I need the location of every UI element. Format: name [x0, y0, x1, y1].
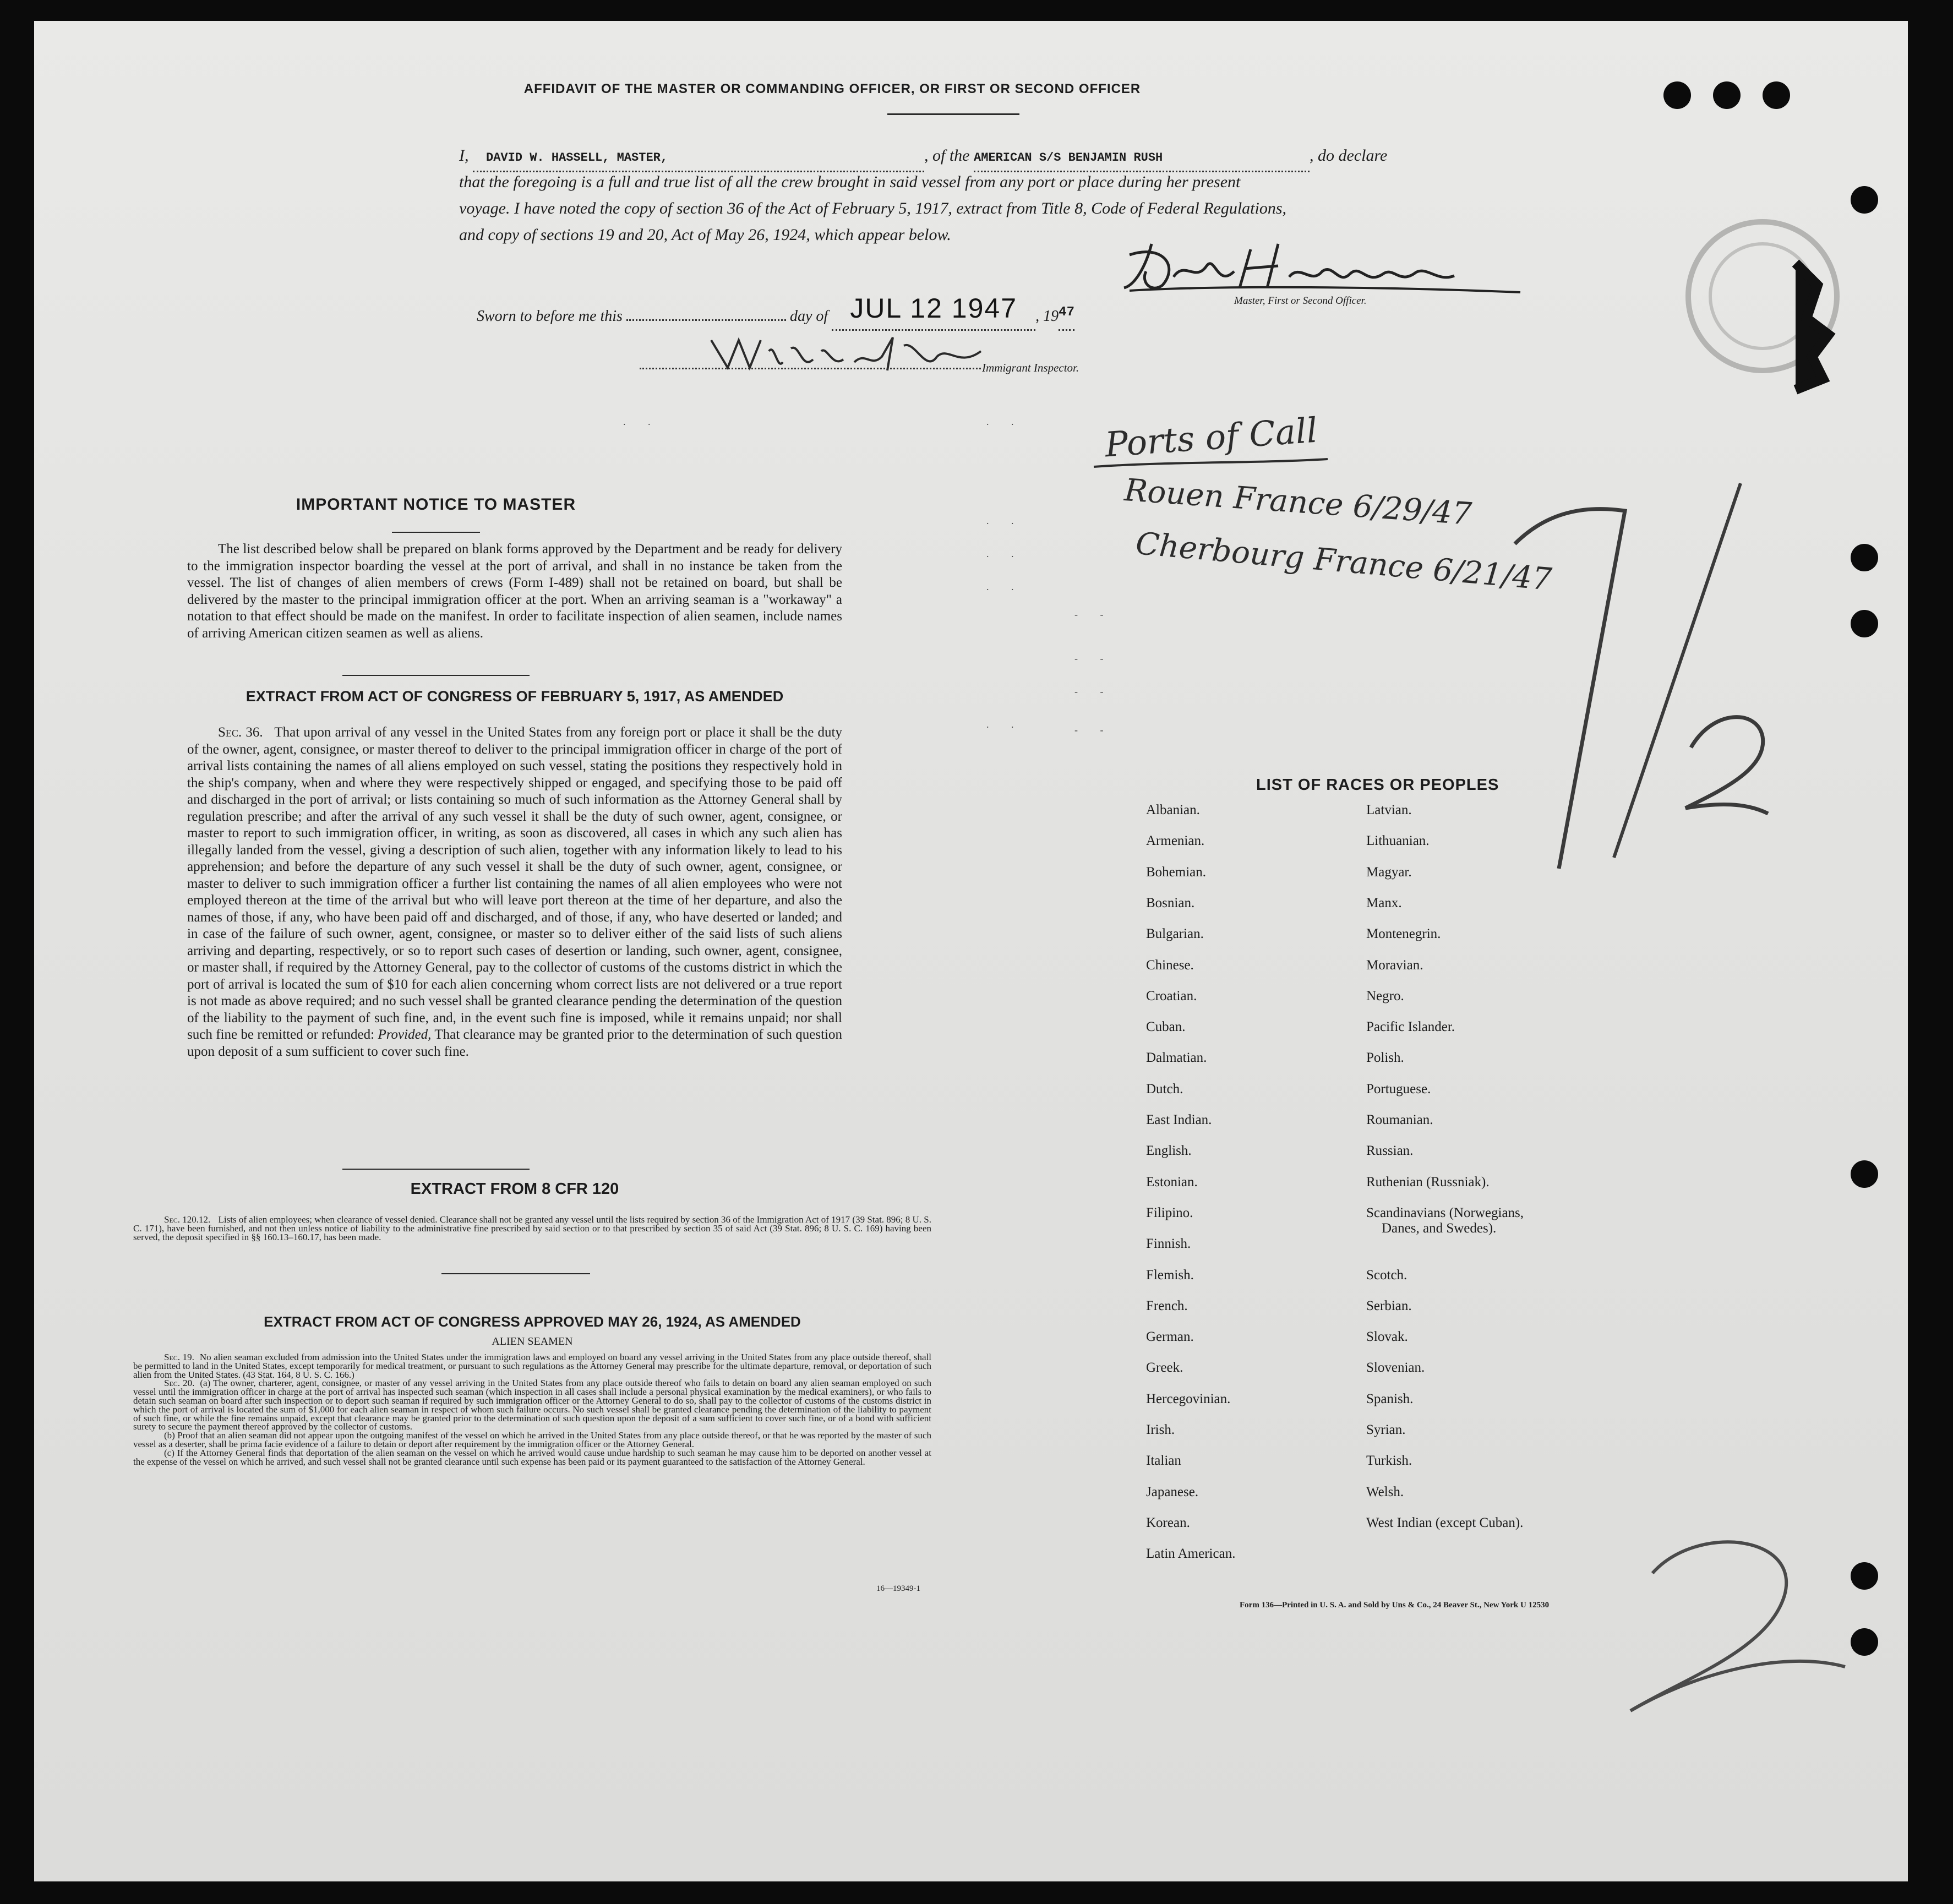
race-item: East Indian. — [1146, 1112, 1212, 1127]
sworn-day-field — [626, 319, 786, 321]
binder-hole — [1713, 81, 1741, 109]
race-item: Magyar. — [1366, 864, 1412, 880]
master-caption: Master, First or Second Officer. — [1234, 295, 1367, 307]
declaration-of-the: , of the — [924, 146, 970, 165]
extract-1924-body — [133, 1353, 931, 1466]
binder-hole — [1851, 1562, 1878, 1590]
race-item: Filipino. — [1146, 1205, 1193, 1220]
ports-of-call-heading: Ports of Call — [1103, 410, 1319, 465]
race-item: Italian — [1146, 1453, 1181, 1469]
inspector-signature — [706, 329, 992, 373]
race-item: Lithuanian. — [1366, 833, 1430, 849]
title-divider — [887, 113, 1019, 115]
inspector-caption: Immigrant Inspector. — [982, 361, 1079, 374]
faint-dots: - - — [1074, 609, 1114, 620]
declaration-do-declare: , do declare — [1310, 146, 1388, 165]
date-stamp: JUL 12 1947 — [850, 293, 1018, 324]
vessel-name-field — [974, 143, 1310, 172]
faint-dots: . . — [623, 416, 661, 427]
sworn-year-value: 47 — [1059, 304, 1074, 320]
race-item: Pacific Islander. — [1366, 1019, 1455, 1035]
race-item: Greek. — [1146, 1360, 1183, 1376]
extract-1924-title: EXTRACT FROM ACT OF CONGRESS APPROVED MAY 26, 1924, AS AMENDED — [264, 1313, 801, 1330]
notice-body: The list described below shall be prepared on blank forms approved by the Department and be ready for delivery to the immigration inspector boarding the vessel at the port of arrival, and shall in no instance be taken from the vessel. The list of changes of alien members of crews (Form I-489) shall not be retained on board, but shall be delivered by the master to the principal immigration officer at the port. When an arriving seaman is a "workaway" a notation to that effect should be made on the manifest. In order to facilitate inspection of alien seamen, include names of arriving American citizen seamen as well as aliens. — [187, 542, 842, 641]
race-item: Russian. — [1366, 1143, 1414, 1159]
binder-hole — [1851, 544, 1878, 571]
handwritten-fraction — [1509, 450, 1818, 891]
extract-1917-end-rule — [342, 1169, 530, 1170]
sec-20c-paragraph: (c) If the Attorney General finds that deportation of the alien seaman on the vessel on which he arrived would cause undue hardship to such seaman he may cause him to be deported on another vessel at the expense of the vessel on which he arrived, and such vessel shall not be granted clearance until such expense has been paid or its payment guaranteed to the satisfaction of the Attorney General. — [133, 1447, 931, 1467]
race-item: Scandinavians (Norwegians, — [1366, 1205, 1524, 1220]
binder-hole — [1663, 81, 1691, 109]
declaration-line-2: that the foregoing is a full and true list of all the crew brought in said vessel from any port or place during her present — [459, 173, 1241, 191]
sec-19-text: No alien seaman excluded from admission into the United States under the immigration laws and employed on board any vessel arriving in the United States from any place outside thereof, shall be permitted to land in the United States, except temporarily for medical treatment, or pursuant to such regulations as the Attorney General may prescribe for the ultimate departure, removal, or deportation of such alien from the United States. (43 Stat. 164, 8 U. S. C. 166.) — [133, 1352, 931, 1380]
sworn-line — [477, 293, 1074, 331]
extract-cfr-body — [133, 1215, 931, 1241]
race-item: Finnish. — [1146, 1236, 1191, 1252]
master-name-field — [473, 143, 924, 172]
sec-20a-text: (a) The owner, charterer, agent, consignee, or master of any vessel arriving in the United States from any place outside thereof who fails to detain on board any alien seaman employed on such vessel until the immigration officer in charge at the port of arrival has inspected such seaman (which inspection in all cases shall include a personal physical examination by the medical examiners), or who fails to detain such seaman on board after such inspection or to deport such seaman if required by such immigration officer or the Attorney General to do so, shall pay to the collector of customs of the customs district in which the port of arrival is located the sum of $1,000 for each alien seaman in respect of whom such failure occurs. No such vessel shall be granted clearance pending the determination of the liability to payment of such fine, or while the fine remains unpaid, except that clearance may be granted prior to the determination of such question upon the deposit of a sum sufficient to cover such fine, or of a bond with sufficient surety to secure the payment thereof approved by the collector of customs. — [133, 1378, 931, 1432]
binder-hole — [1851, 610, 1878, 637]
race-item: English. — [1146, 1143, 1192, 1159]
race-item: Manx. — [1366, 895, 1402, 910]
race-item: Spanish. — [1366, 1391, 1414, 1406]
document-page — [34, 21, 1908, 1881]
race-item: Moravian. — [1366, 957, 1423, 973]
sec-19-label: Sec. 19. — [164, 1352, 194, 1362]
race-item: Negro. — [1366, 988, 1404, 1003]
race-item: French. — [1146, 1298, 1188, 1313]
port-call-2: Cherbourg France 6/21/47 — [1134, 526, 1553, 598]
race-item: Scotch. — [1366, 1267, 1408, 1283]
extract-1917-title: EXTRACT FROM ACT OF CONGRESS OF FEBRUARY 5, 1917, AS AMENDED — [246, 688, 784, 705]
sec-36-text: That upon arrival of any vessel in the United States from any foreign port or place it shall be the duty of the owner, agent, consignee, or master thereof to deliver to the principal immigration officer in charge of the port of arrival lists containing the names of all aliens employed on such vessel, stating the positions they respectively hold in the ship's company, when and where they were respectively shipped or engaged, and specifying those to be paid off and discharged in the port of arrival; or lists containing so much of such information as the Attorney General shall by regulation prescribe; and after the arrival of any such vessel it shall be the duty of such owner, agent, consignee, or master to report to such immigration officer, in writing, as soon as discovered, all cases in which any such alien has illegally landed from the vessel, giving a description of such alien, together with any information likely to lead to his apprehension; and before the departure of any such vessel it shall be the duty of such owner, agent, consignee, or master to deliver to such immigration officer a further list containing the names of all alien employees who were not employed thereon at the time of the arrival but who will leave port thereon at the time of her departure, and also the names of those, if any, who have been paid off and discharged, and of those, if any, who have deserted or landed; and in case of the failure of such owner, agent, consignee, or master so to deliver either of the said lists of such aliens arriving and departing, respectively, or so to report such cases of desertion or landing, such owner, agent, consignee, or master shall, if required by the Attorney General, pay to the collector of customs of the customs district in which the port of arrival is located the sum of $10 for each alien concerning whom correct lists are not delivered or a true report is not made as above required; and no such vessel shall be granted clearance pending the determination of the question of the liability to the payment of such fine, and, in the event such fine is imposed, while it remains unpaid; nor shall such fine be remitted or refunded: — [187, 725, 842, 1042]
form-printer-note: Form 136—Printed in U. S. A. and Sold by Uns & Co., 24 Beaver St., New York U 12530 — [1240, 1601, 1550, 1610]
race-item: Latvian. — [1366, 803, 1412, 817]
race-item: Portuguese. — [1366, 1081, 1431, 1096]
race-item: Irish. — [1146, 1422, 1175, 1437]
handwritten-number-2 — [1619, 1529, 1851, 1727]
race-item: Hercegovinian. — [1146, 1391, 1231, 1406]
race-item: Turkish. — [1366, 1453, 1412, 1469]
extract-cfr-end-rule — [441, 1273, 590, 1274]
sec-19-paragraph — [133, 1353, 931, 1379]
faint-dots: - - — [1074, 686, 1114, 697]
faint-dots: . . — [986, 581, 1024, 592]
race-item: Albanian. — [1146, 803, 1200, 817]
sec-36-label: Sec. 36. — [218, 725, 263, 740]
race-item: Welsh. — [1366, 1484, 1404, 1499]
race-item: Bohemian. — [1146, 864, 1207, 880]
race-item: Croatian. — [1146, 988, 1197, 1003]
faint-dots: . . — [986, 515, 1024, 526]
race-item: Korean. — [1146, 1515, 1190, 1530]
declaration-i: I, — [459, 146, 469, 165]
race-item: Bosnian. — [1146, 895, 1195, 910]
master-signature — [1113, 233, 1531, 304]
race-item: Syrian. — [1366, 1422, 1406, 1437]
binder-hole — [1851, 1628, 1878, 1656]
notice-title: IMPORTANT NOTICE TO MASTER — [296, 495, 576, 514]
faint-dots: - - — [1074, 653, 1114, 664]
race-item: Ruthenian (Russniak). — [1366, 1174, 1490, 1190]
race-item: Slovak. — [1366, 1329, 1408, 1345]
binder-hole — [1851, 1160, 1878, 1188]
sworn-text: Sworn to before me this — [477, 308, 623, 325]
sec-20a-paragraph — [133, 1379, 931, 1431]
race-item: Dalmatian. — [1146, 1050, 1207, 1066]
binder-hole — [1763, 81, 1790, 109]
sec-120-text: Lists of alien employees; when clearance of vessel denied. Clearance shall not be granted any vessel until the lists required by section 36 of the Immigration Act of 1917 (39 Stat. 896; 8 U. S. C. 171), have been furnished, and not then unless notice of liability to the administrative fine prescribed by said section or to that prescribed by section 35 of said Act (39 Stat. 896; 8 U. S. C. 169) having been served, the deposit specified in §§ 160.13–160.17, has been made. — [133, 1214, 931, 1242]
alien-seamen-subtitle: ALIEN SEAMEN — [492, 1335, 573, 1347]
race-item: Armenian. — [1146, 833, 1205, 849]
races-title: LIST OF RACES OR PEOPLES — [1256, 776, 1499, 794]
race-item: Slovenian. — [1366, 1360, 1425, 1376]
sec-20b-paragraph: (b) Proof that an alien seaman did not appear upon the outgoing manifest of the vessel on which he arrived in the United States from any place outside thereof, or that he was reported by the master of such vessel as a deserter, shall be prima facie evidence of a failure to detain or deport after requirement by the immigration officer or the Attorney General. — [133, 1430, 931, 1449]
faint-dots: . . — [986, 548, 1024, 559]
faint-dots: . . — [986, 416, 1024, 427]
sworn-year-prefix: , 19 — [1035, 308, 1059, 325]
race-item: German. — [1146, 1329, 1194, 1345]
sec-120-label: Sec. 120.12. — [164, 1214, 211, 1225]
provided-term: Provided, — [378, 1027, 432, 1042]
declaration-line-4: and copy of sections 19 and 20, Act of May 26, 1924, which appear below. — [459, 226, 951, 244]
ports-underline — [1091, 456, 1333, 472]
race-item: Danes, and Swedes). — [1382, 1220, 1497, 1236]
notice-divider — [392, 532, 480, 533]
race-item: Bulgarian. — [1146, 926, 1204, 942]
race-item: Dutch. — [1146, 1081, 1183, 1096]
race-item: West Indian (except Cuban). — [1366, 1515, 1524, 1530]
declaration-line-3: voyage. I have noted the copy of section 36 of the Act of February 5, 1917, extract from Title 8, Code of Federal Regulations, — [459, 199, 1287, 217]
race-item: Serbian. — [1366, 1298, 1412, 1313]
vessel-name-value: AMERICAN S/S BENJAMIN RUSH — [974, 151, 1163, 165]
race-item: Japanese. — [1146, 1484, 1199, 1499]
sworn-year-field — [1059, 300, 1074, 331]
race-item: Cuban. — [1146, 1019, 1186, 1035]
faint-dots: - - — [1074, 724, 1114, 735]
notice-end-rule — [342, 675, 530, 676]
print-code: 16—19349-1 — [876, 1584, 920, 1593]
declaration-line-1 — [459, 143, 1494, 172]
port-call-1: Rouen France 6/29/47 — [1123, 472, 1473, 532]
race-item: Polish. — [1366, 1050, 1404, 1066]
extract-cfr-title: EXTRACT FROM 8 CFR 120 — [410, 1180, 619, 1198]
seal-stamp — [1680, 186, 1856, 423]
race-item: Latin American. — [1146, 1546, 1236, 1562]
race-item: Roumanian. — [1366, 1112, 1433, 1127]
sworn-day-of: day of — [789, 308, 828, 325]
race-item: Flemish. — [1146, 1267, 1194, 1283]
race-item: Estonian. — [1146, 1174, 1198, 1190]
extract-1917-body — [187, 724, 842, 1060]
faint-dots: . . — [986, 719, 1024, 730]
race-item: Chinese. — [1146, 957, 1194, 973]
race-item: Montenegrin. — [1366, 926, 1441, 942]
master-name-value: DAVID W. HASSELL, MASTER, — [486, 151, 668, 165]
sec-20-label: Sec. 20. — [164, 1378, 195, 1389]
affidavit-title: AFFIDAVIT OF THE MASTER OR COMMANDING OFFICER, OR FIRST OR SECOND OFFICER — [523, 81, 1141, 96]
sworn-month-field — [832, 293, 1035, 331]
sec-36-text-end: That clearance may be granted prior to the determination of such question upon deposit of a sum sufficient to cover such fine. — [187, 1027, 842, 1059]
